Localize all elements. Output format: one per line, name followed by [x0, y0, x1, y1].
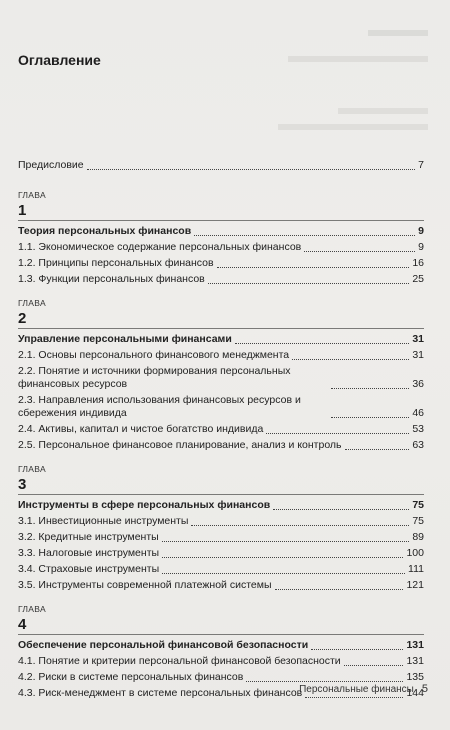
toc-entry-chapter[interactable]	[18, 225, 424, 238]
bleed-through-decoration	[278, 124, 428, 130]
toc-entry-section[interactable]	[18, 423, 424, 436]
leader-dots	[292, 359, 409, 360]
toc-entry-page: 111	[408, 563, 424, 575]
leader-dots	[162, 541, 410, 542]
chapter-block-2	[18, 298, 424, 452]
toc-entry-page: 31	[412, 333, 424, 345]
toc-entry-title: 2.2. Понятие и источники формирования персональных финансовых ресурсов	[18, 365, 291, 390]
leader-dots	[191, 525, 409, 526]
chapter-label: ГЛАВА	[18, 298, 46, 308]
toc-entry-page: 63	[412, 439, 424, 451]
page-number: 5	[421, 683, 428, 695]
toc-entry-page: 36	[412, 378, 424, 390]
toc-entry-title: 3.4. Страховые инструменты	[18, 563, 160, 575]
toc-entry-section[interactable]	[18, 394, 424, 420]
toc-entry-page: 144	[406, 687, 424, 699]
chapter-divider	[18, 328, 424, 329]
toc-entry-section[interactable]	[18, 273, 424, 286]
toc-entry-title: 2.5. Персональное финансовое планирование, анализ и контроль	[18, 439, 342, 451]
running-title: Персональные финансы	[299, 684, 414, 695]
toc-entry-page: 46	[412, 407, 424, 419]
chapter-divider	[18, 494, 424, 495]
leader-dots	[87, 169, 416, 170]
leader-dots	[275, 589, 404, 590]
toc-entry-title: 3.3. Налоговые инструменты	[18, 547, 160, 559]
table-of-contents	[18, 159, 424, 712]
toc-entry-preface[interactable]	[18, 159, 424, 172]
toc-entry-page: 121	[406, 579, 424, 591]
toc-entry-page: 75	[412, 499, 424, 511]
chapter-number: 2	[18, 310, 27, 327]
toc-entry-section[interactable]	[18, 241, 424, 254]
toc-entry-page: 89	[412, 531, 424, 543]
toc-entry-title: Теория персональных финансов	[18, 225, 192, 237]
leader-dots	[304, 251, 415, 252]
leader-dots	[194, 235, 415, 236]
toc-entry-section[interactable]	[18, 257, 424, 270]
chapter-label: ГЛАВА	[18, 604, 46, 614]
toc-entry-title: 1.2. Принципы персональных финансов	[18, 257, 214, 269]
toc-entry-section[interactable]	[18, 439, 424, 452]
toc-entry-title: Обеспечение персональной финансовой безопасности	[18, 639, 309, 651]
leader-dots	[331, 388, 409, 389]
leader-dots	[208, 283, 410, 284]
toc-entry-page: 100	[406, 547, 424, 559]
toc-entry-section[interactable]	[18, 531, 424, 544]
chapter-number: 3	[18, 476, 27, 493]
toc-entry-page: 75	[412, 515, 424, 527]
leader-dots	[162, 573, 405, 574]
toc-entry-page: 53	[412, 423, 424, 435]
toc-entry-page: 131	[406, 655, 424, 667]
toc-entry-title: Управление персональными финансами	[18, 333, 232, 345]
leader-dots	[345, 449, 410, 450]
leader-dots	[266, 433, 409, 434]
chapter-label: ГЛАВА	[18, 464, 46, 474]
page-footer	[299, 683, 428, 695]
leader-dots	[305, 697, 403, 698]
toc-entry-page: 9	[418, 225, 424, 237]
toc-entry-title: 4.1. Понятие и критерии персональной финансовой безопасности	[18, 655, 341, 667]
leader-dots	[162, 557, 403, 558]
bleed-through-decoration	[288, 56, 428, 62]
toc-entry-title: 2.3. Направления использования финансовых ресурсов и сбережения индивида	[18, 394, 301, 419]
toc-entry-section[interactable]	[18, 655, 424, 668]
toc-entry-page: 25	[412, 273, 424, 285]
toc-entry-chapter[interactable]	[18, 499, 424, 512]
toc-entry-section[interactable]	[18, 349, 424, 362]
toc-entry-title: 1.3. Функции персональных финансов	[18, 273, 205, 285]
toc-entry-title: 2.1. Основы персонального финансового менеджмента	[18, 349, 290, 361]
bleed-through-decoration	[338, 108, 428, 114]
toc-entry-page: 7	[418, 159, 424, 171]
chapter-divider	[18, 634, 424, 635]
bleed-through-decoration	[368, 30, 428, 36]
toc-entry-page: 9	[418, 241, 424, 253]
page-title: Оглавление	[18, 52, 101, 68]
toc-entry-title: 3.2. Кредитные инструменты	[18, 531, 159, 543]
leader-dots	[331, 417, 409, 418]
chapter-number: 1	[18, 202, 27, 219]
toc-entry-page: 131	[406, 639, 424, 651]
leader-dots	[273, 509, 409, 510]
toc-entry-title: 4.2. Риски в системе персональных финансов	[18, 671, 244, 683]
chapter-number: 4	[18, 616, 27, 633]
toc-entry-page: 135	[406, 671, 424, 683]
toc-entry-title: 3.1. Инвестиционные инструменты	[18, 515, 189, 527]
chapter-label: ГЛАВА	[18, 190, 46, 200]
chapter-divider	[18, 220, 424, 221]
toc-entry-title: 1.1. Экономическое содержание персональных финансов	[18, 241, 302, 253]
toc-entry-section[interactable]	[18, 365, 424, 391]
leader-dots	[217, 267, 410, 268]
toc-entry-section[interactable]	[18, 579, 424, 592]
leader-dots	[246, 681, 403, 682]
toc-entry-title: Инструменты в сфере персональных финансов	[18, 499, 271, 511]
toc-entry-section[interactable]	[18, 563, 424, 576]
chapter-block-1	[18, 190, 424, 286]
toc-entry-title: Предисловие	[18, 159, 84, 171]
toc-entry-chapter[interactable]	[18, 333, 424, 346]
leader-dots	[344, 665, 404, 666]
toc-entry-page: 16	[412, 257, 424, 269]
chapter-block-3	[18, 464, 424, 592]
toc-entry-page: 31	[412, 349, 424, 361]
leader-dots	[311, 649, 403, 650]
toc-entry-section[interactable]	[18, 515, 424, 528]
toc-entry-title: 2.4. Активы, капитал и чистое богатство индивида	[18, 423, 264, 435]
toc-entry-title: 3.5. Инструменты современной платежной системы	[18, 579, 272, 591]
toc-entry-title: 4.3. Риск-менеджмент в системе персональных финансов	[18, 687, 303, 699]
toc-entry-section[interactable]	[18, 547, 424, 560]
leader-dots	[235, 343, 410, 344]
toc-entry-chapter[interactable]	[18, 639, 424, 652]
